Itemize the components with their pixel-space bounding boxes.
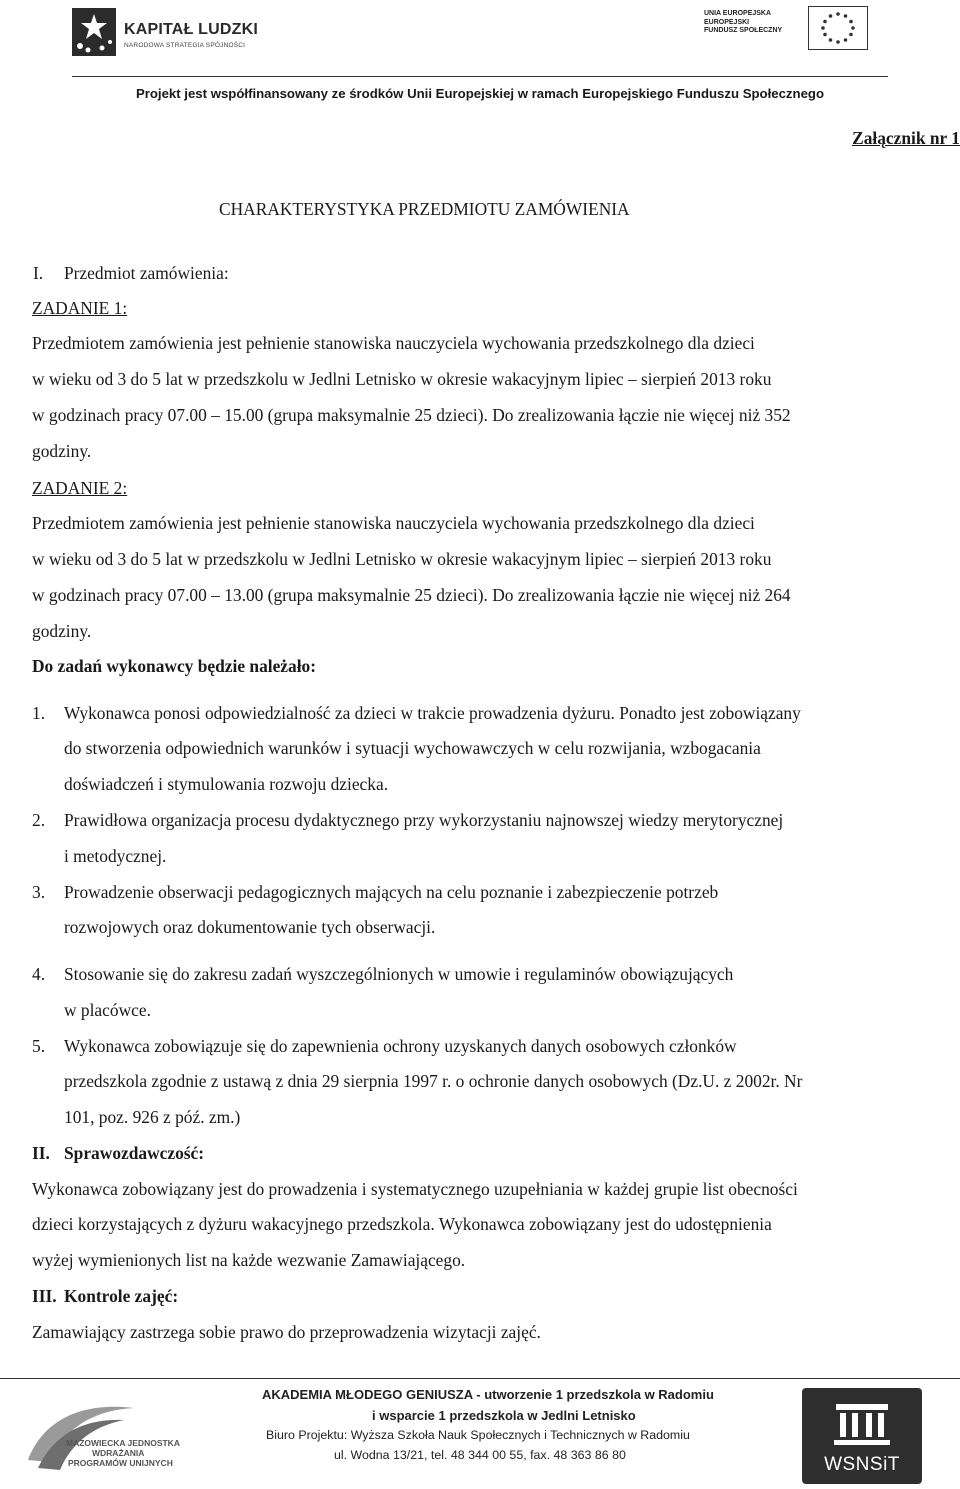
task-2-line-2: w wieku od 3 do 5 lat w przedszkolu w Jedlni Letnisko w okresie wakacyjnym lipiec – sierpień 2013 roku (32, 549, 772, 569)
kapital-ludzki-emblem-icon (72, 8, 116, 56)
item-1-line-2: do stworzenia odpowiednich warunków i sytuacji wychowawczych w celu rozwijania, wzbogacania (64, 738, 761, 758)
item-5-number: 5. (32, 1036, 46, 1056)
section-2-line-1: Wykonawca zobowiązany jest do prowadzenia i systematycznego uzupełniania w każdej grupie list obecności (32, 1179, 798, 1199)
section-3-number: III. (32, 1286, 57, 1306)
task-2-line-4: godziny. (32, 621, 92, 641)
eu-line-3: FUNDUSZ SPOŁECZNY (704, 27, 783, 34)
item-1-number: 1. (32, 703, 46, 723)
attachment-label: Załącznik nr 1 (852, 128, 960, 148)
item-3-number: 3. (32, 882, 46, 902)
section-2-line-3: wyżej wymienionych list na każde wezwanie Zamawiającego. (32, 1250, 466, 1270)
footer-line-3: Biuro Projektu: Wyższa Szkoła Nauk Społecznych i Technicznych w Radomiu (266, 1428, 690, 1442)
section-2-number: II. (32, 1143, 50, 1163)
eu-logo (704, 6, 864, 52)
section-3-title: Kontrole zajęć: (64, 1286, 179, 1306)
item-3-line-2: rozwojowych oraz dokumentowanie tych obserwacji. (64, 917, 436, 937)
task-2-line-3: w godzinach pracy 07.00 – 13.00 (grupa maksymalnie 25 dzieci). Do zrealizowania łączie nie więcej niż 264 (32, 585, 791, 605)
item-2-line-1: Prawidłowa organizacja procesu dydaktycznego przy wykorzystaniu najnowszej wiedzy merytorycznej (64, 810, 784, 830)
eu-line-2: EUROPEJSKI (704, 18, 750, 26)
footer-line-1: AKADEMIA MŁODEGO GENIUSZA - utworzenie 1 przedszkola w Radomiu (262, 1387, 714, 1402)
task-1-line-1: Przedmiotem zamówienia jest pełnienie stanowiska nauczyciela wychowania przedszkolnego dla dzieci (32, 333, 755, 353)
item-5-line-1: Wykonawca zobowiązuje się do zapewnienia ochrony uzyskanych danych osobowych członków (64, 1036, 737, 1056)
task-1-line-3: w godzinach pracy 07.00 – 15.00 (grupa maksymalnie 25 dzieci). Do zrealizowania łączie nie więcej niż 352 (32, 405, 791, 425)
eu-line-1: UNIA EUROPEJSKA (704, 10, 772, 17)
item-4-number: 4. (32, 964, 46, 984)
section-3-line-1: Zamawiający zastrzega sobie prawo do przeprowadzenia wizytacji zajęć. (32, 1322, 541, 1342)
section-1-number: I. (33, 263, 44, 283)
section-1-title: Przedmiot zamówienia: (64, 263, 229, 283)
task-2-line-1: Przedmiotem zamówienia jest pełnienie stanowiska nauczyciela wychowania przedszkolnego dla dzieci (32, 513, 755, 533)
wsnsit-text: WSNSiT (824, 1454, 900, 1475)
eu-logo-text (704, 10, 804, 36)
kapital-ludzki-subtitle: NARODOWA STRATEGIA SPÓJNOŚCI (124, 42, 246, 49)
item-1-line-3: doświadczeń i stymulowania rozwoju dziecka. (64, 774, 389, 794)
page-header (0, 0, 960, 110)
eu-flag-icon (808, 6, 868, 50)
item-4-line-1: Stosowanie się do zakresu zadań wyszczególnionych w umowie i regulaminów obowiązujących (64, 964, 734, 984)
task-1-line-4: godziny. (32, 441, 92, 461)
item-3-line-1: Prowadzenie obserwacji pedagogicznych mających na celu poznanie i zabezpieczenie potrzeb (64, 882, 719, 902)
kapital-ludzki-title: KAPITAŁ LUDZKI (124, 21, 259, 38)
building-columns-icon (802, 1388, 922, 1454)
item-5-line-2: przedszkola zgodnie z ustawą z dnia 29 sierpnia 1997 r. o ochronie danych osobowych (Dz.U. z 2002r. Nr (64, 1071, 803, 1091)
item-5-line-3: 101, poz. 926 z póź. zm.) (64, 1107, 241, 1127)
task-1-heading: ZADANIE 1: (32, 298, 128, 318)
item-1-line-1: Wykonawca ponosi odpowiedzialność za dzieci w trakcie prowadzenia dyżuru. Ponadto jest zobowiązany (64, 703, 801, 723)
kapital-ludzki-logo (72, 8, 272, 60)
mjwpu-line-1: MAZOWIECKA JEDNOSTKA (66, 1438, 180, 1448)
header-divider (72, 76, 888, 77)
duties-heading: Do zadań wykonawcy będzie należało: (32, 656, 317, 676)
document-title: CHARAKTERYSTYKA PRZEDMIOTU ZAMÓWIENIA (219, 199, 630, 219)
task-2-heading: ZADANIE 2: (32, 478, 128, 498)
section-2-line-2: dzieci korzystających z dyżuru wakacyjnego przedszkola. Wykonawca zobowiązany jest do udostępnienia (32, 1214, 772, 1234)
footer-line-2: i wsparcie 1 przedszkola w Jedlni Letnisko (372, 1408, 636, 1423)
task-1-line-2: w wieku od 3 do 5 lat w przedszkolu w Jedlni Letnisko w okresie wakacyjnym lipiec – sierpień 2013 roku (32, 369, 772, 389)
wsnsit-logo (802, 1388, 922, 1484)
item-2-line-2: i metodycznej. (64, 846, 167, 866)
footer-line-4: ul. Wodna 13/21, tel. 48 344 00 55, fax. 48 363 86 80 (334, 1448, 626, 1462)
mjwpu-logo (24, 1398, 194, 1476)
section-2-title: Sprawozdawczość: (64, 1143, 205, 1163)
mjwpu-line-2: WDRAŻANIA (92, 1448, 145, 1458)
mjwpu-line-3: PROGRAMÓW UNIJNYCH (68, 1458, 173, 1468)
item-2-number: 2. (32, 810, 46, 830)
project-cofinancing-line: Projekt jest współfinansowany ze środków Unii Europejskiej w ramach Europejskiego Funduszu Społecznego (135, 86, 825, 101)
mjwpu-text (66, 1438, 180, 1468)
footer-divider (0, 1378, 960, 1379)
item-4-line-2: w placówce. (64, 1000, 151, 1020)
